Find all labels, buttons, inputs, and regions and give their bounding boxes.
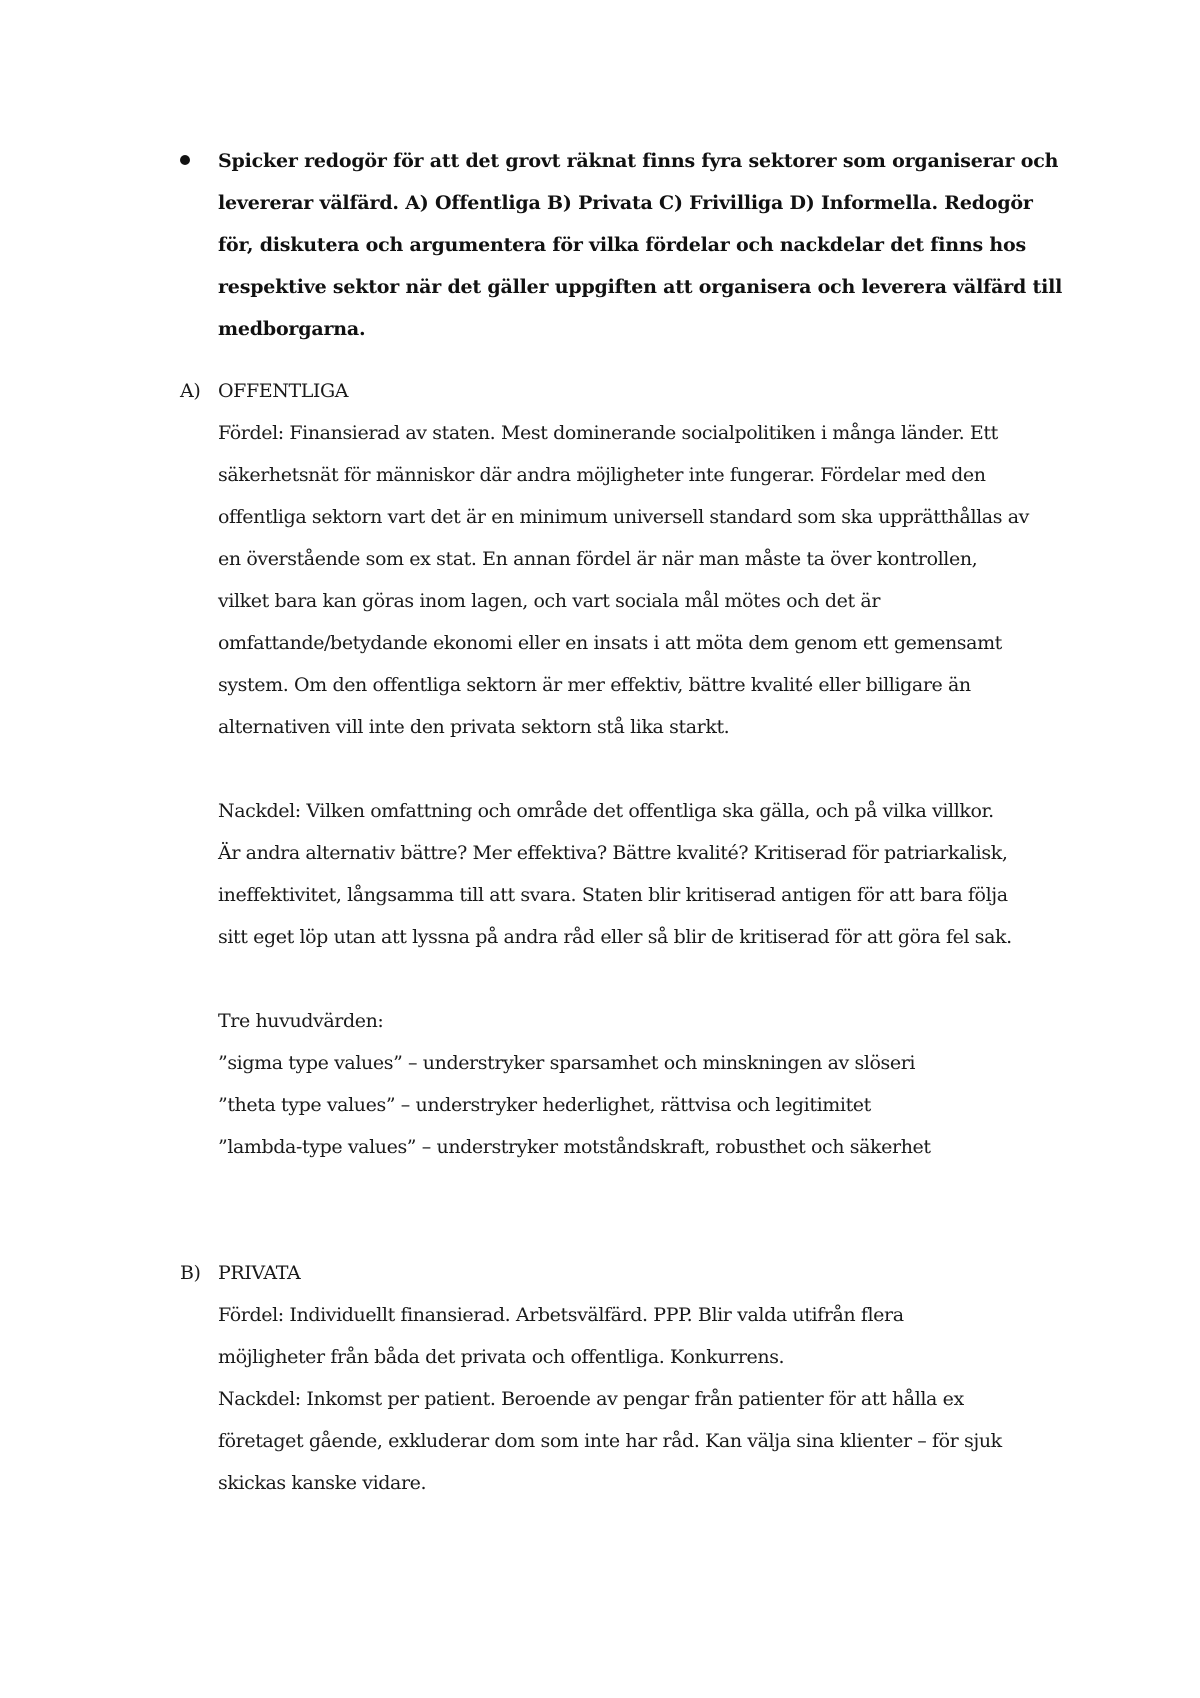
disadvantage-line: Är andra alternativ bättre? Mer effektiva? Bättre kvalité? Kritiserad för patriarkalisk, [218,842,1008,864]
spacer [180,1168,1080,1252]
values-block [218,1000,1080,1168]
value-line: ”sigma type values” – understryker sparsamhet och minskningen av slöseri [218,1052,916,1074]
disadvantage-line: ineffektivitet, långsamma till att svara. Staten blir kritiserad antigen för att bara följa [218,884,1008,906]
offentliga-advantage [218,412,1080,748]
spacer [218,748,1080,790]
privata-line: Nackdel: Inkomst per patient. Beroende av pengar från patienter för att hålla ex [218,1388,964,1410]
advantage-line: en överstående som ex stat. En annan fördel är när man måste ta över kontrollen, [218,548,978,570]
section-marker-b: B) [180,1262,201,1284]
value-line: ”theta type values” – understryker hederlighet, rättvisa och legitimitet [218,1094,871,1116]
advantage-line: säkerhetsnät för människor där andra möjligheter inte fungerar. Fördelar med den [218,464,986,486]
question-line: levererar välfärd. A) Offentliga B) Privata C) Frivilliga D) Informella. Redogör [218,192,1033,214]
section-heading-privata: PRIVATA [218,1262,301,1284]
advantage-line: omfattande/betydande ekonomi eller en insats i att möta dem genom ett gemensamt [218,632,1002,654]
offentliga-disadvantage [218,790,1080,958]
values-heading: Tre huvudvärden: [218,1010,384,1032]
question-line: respektive sektor när det gäller uppgiften att organisera och leverera välfärd till [218,276,1063,298]
section-heading-offentliga: OFFENTLIGA [218,380,349,402]
disadvantage-line: sitt eget löp utan att lyssna på andra råd eller så blir de kritiserad för att göra fel sak. [218,926,1012,948]
privata-line: möjligheter från båda det privata och offentliga. Konkurrens. [218,1346,785,1368]
disadvantage-line: Nackdel: Vilken omfattning och område det offentliga ska gälla, och på vilka villkor. [218,800,994,822]
advantage-line: Fördel: Finansierad av staten. Mest dominerande socialpolitiken i många länder. Ett [218,422,998,444]
section-privata [180,1252,1080,1504]
question-line: för, diskutera och argumentera för vilka fördelar och nackdelar det finns hos [218,234,1026,256]
bullet-dot-icon [180,155,190,165]
advantage-line: alternativen vill inte den privata sektorn stå lika starkt. [218,716,730,738]
section-offentliga [180,370,1080,1168]
advantage-line: offentliga sektorn vart det är en minimum universell standard som ska upprätthållas av [218,506,1029,528]
question-line: medborgarna. [218,318,366,340]
section-marker-a: A) [180,380,201,402]
question-line: Spicker redogör för att det grovt räknat finns fyra sektorer som organiserar och [218,150,1059,172]
question-bullet [180,140,1080,350]
privata-line: Fördel: Individuellt finansierad. Arbetsvälfärd. PPP. Blir valda utifrån flera [218,1304,904,1326]
privata-line: företaget gående, exkluderar dom som inte har råd. Kan välja sina klienter – för sjuk [218,1430,1002,1452]
document-body [180,140,1080,1504]
advantage-line: vilket bara kan göras inom lagen, och vart sociala mål mötes och det är [218,590,881,612]
privata-line: skickas kanske vidare. [218,1472,427,1494]
value-line: ”lambda-type values” – understryker motståndskraft, robusthet och säkerhet [218,1136,931,1158]
spacer [218,958,1080,1000]
advantage-line: system. Om den offentliga sektorn är mer effektiv, bättre kvalité eller billigare än [218,674,971,696]
